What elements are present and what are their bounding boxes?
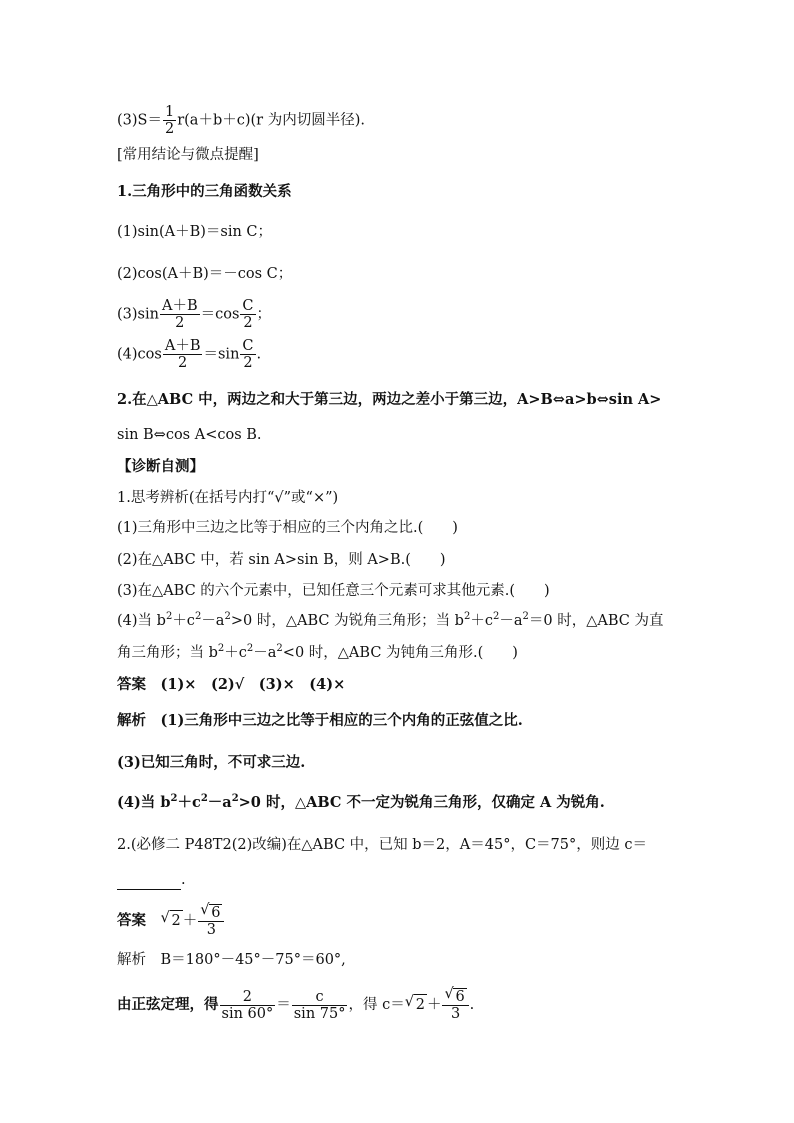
statement-4-line-1: (4)当 $b^2+c^2-a^2>0$ 时，△ABC 为锐角三角形；当 $b^2+c^2-a^2=0$ 时，△ABC 为直 [117, 611, 664, 629]
section-heading-diagnosis: 【诊断自测】 [117, 458, 204, 475]
answer-1: 答案 (1)× (2)√ (3)× (4)× [117, 676, 346, 693]
explanation-2-line-1: 解析 B＝180°－45°－75°＝60°, [117, 952, 346, 968]
formula-2: (2)cos(A＋B)＝－cos C； [117, 266, 293, 282]
formula-3: (3)sin $\frac{A+B}{2}$ ＝cos $\frac{C}{2}$ ； [117, 298, 272, 331]
conclusion-1-title: 1.三角形中的三角函数关系 [117, 183, 292, 200]
explanation-2-line-2: 由正弦定理，得 $\frac{2}{\sin 60^\circ}$ ＝ $\frac{c}{\sin 75^\circ}$ ，得 c＝√ 2 ＋ √ $\frac{6}{3}$ . [117, 988, 474, 1022]
conclusion-2-line-2: sin B⇔cos A<cos B. [117, 427, 262, 443]
explanation-1: 解析 (1)三角形中三边之比等于相应的三个内角的正弦值之比. [117, 712, 523, 729]
conclusion-2-line-1: 2.在△ABC 中，两边之和大于第三边，两边之差小于第三边，A>B⇔a>b⇔sin A> [117, 391, 662, 408]
statement-3: (3)在△ABC 的六个元素中，已知任意三个元素可求其他元素.( ) [117, 583, 550, 599]
answer-2: 答案 √ 2 ＋ √ $\frac{6}{3}$ [117, 904, 225, 938]
formula-1: (1)sin(A＋B)＝sin C； [117, 224, 273, 240]
question-1-title: 1.思考辨析(在括号内打“√”或“×”) [117, 490, 339, 506]
section-heading-conclusions: [常用结论与微点提醒] [117, 147, 259, 163]
explanation-4: (4)当 $b^2+c^2-a^2>0$ 时，△ABC 不一定为锐角三角形，仅确定 A 为锐角. [117, 793, 605, 811]
statement-2: (2)在△ABC 中，若 sin A>sin B，则 A>B.( ) [117, 552, 446, 568]
answer-blank: . [117, 870, 186, 890]
explanation-3: (3)已知三角时，不可求三边. [117, 754, 306, 771]
area-formula: (3)S＝ $\frac{1}{2}$ r(a＋b＋c)(r 为内切圆半径). [117, 104, 365, 137]
statement-1: (1)三角形中三边之比等于相应的三个内角之比.( ) [117, 520, 458, 536]
formula-4: (4)cos $\frac{A+B}{2}$ ＝sin $\frac{C}{2}$ . [117, 338, 262, 371]
statement-4-line-2: 角三角形；当 $b^2+c^2-a^2<0$ 时，△ABC 为钝角三角形.( ) [117, 643, 518, 661]
question-2-title: 2.(必修二 P48T2(2)改编)在△ABC 中，已知 b＝2，A＝45°，C＝75°，则边 c＝ [117, 837, 647, 853]
